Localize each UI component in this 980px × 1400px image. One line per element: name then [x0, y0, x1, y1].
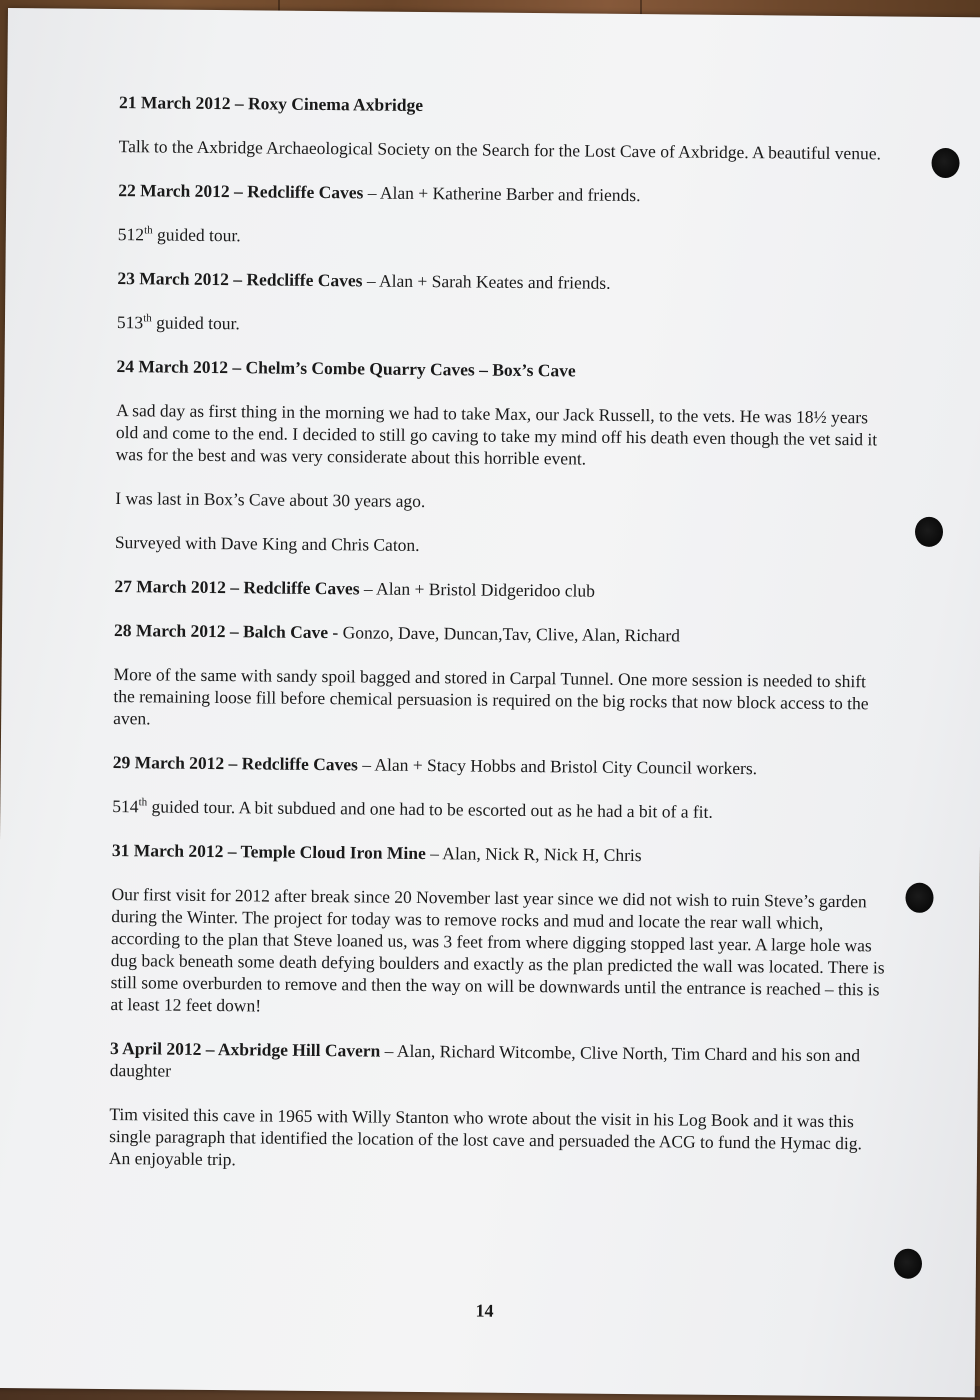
entry-heading [119, 91, 894, 120]
tour-text: guided tour. [151, 312, 240, 334]
people-dash: – [425, 843, 443, 864]
entry-date: 22 March 2012 [118, 180, 230, 202]
heading-dash: – [228, 269, 247, 290]
document-page [0, 8, 980, 1397]
entry-place: Temple Cloud Iron Mine [240, 841, 426, 864]
entry-heading [113, 751, 888, 780]
entry-heading [114, 619, 889, 648]
people-dash: – [363, 182, 381, 203]
entry-paragraph: Tim visited this cave in 1965 with Willy Stanton who wrote about the visit in his Log Book and it was this single paragraph that identified the location of the lost cave and persuaded the ACG to fund the Hymac dig. An enjoyable trip. [108, 1104, 863, 1170]
entry-paragraph: Our first visit for 2012 after break since 20 November last year since we did not wish to ruin Steve’s garden during the Winter. The project for today was to remove rocks and mud and locate the rear wall which, according to the plan that Steve loaned us, was 3 feet from where digging stopped last year. A large hole was dug back beneath some death defying boulders and exactly as the plan predicted the wall was located. There is still some overburden to remove and then the way on will be downwards until the entrance is reached – this is at least 12 feet down! [110, 884, 885, 1016]
entry-people: Alan + Katherine Barber and friends. [379, 182, 641, 206]
entry-people: Alan + Sarah Keates and friends. [378, 270, 611, 293]
heading-dash: – [224, 753, 242, 774]
log-entries [109, 91, 895, 1198]
people-dash: – [362, 270, 380, 291]
entry-date: 29 March 2012 [112, 752, 225, 774]
entry-place: Redcliffe Caves [243, 577, 360, 599]
people-dash: – [359, 578, 377, 599]
heading-dash: – [229, 181, 248, 202]
entry-place: Balch Cave - [242, 621, 339, 643]
entry-heading [112, 839, 887, 868]
entry-people: Alan, Nick R, Nick H, Chris [442, 843, 642, 866]
heading-dash: – [230, 93, 249, 114]
entry-paragraph: Surveyed with Dave King and Chris Caton. [114, 532, 420, 555]
tour-line [118, 223, 893, 252]
entry-heading [116, 355, 891, 384]
entry-heading [110, 1037, 885, 1088]
entry-date: 24 March 2012 [116, 356, 229, 378]
entry-place: Redcliffe Caves [246, 269, 363, 291]
entry-date: 23 March 2012 [117, 268, 229, 290]
tour-line [117, 311, 892, 340]
tour-ordinal: th [138, 796, 148, 809]
entry-place: Redcliffe Caves [247, 181, 364, 203]
entry-date: 27 March 2012 [114, 576, 227, 598]
entry-place: Roxy Cinema Axbridge [247, 93, 424, 115]
entry-date: 21 March 2012 [119, 92, 231, 114]
people-dash: – [380, 1040, 397, 1061]
entry-heading [117, 267, 892, 296]
tour-number: 513 [116, 312, 144, 333]
tour-text: guided tour. [152, 224, 241, 246]
heading-dash: – [201, 1038, 219, 1060]
tour-number: 512 [117, 224, 145, 245]
entry-date: 3 April 2012 [109, 1038, 202, 1059]
entry-paragraph: More of the same with sandy spoil bagged and stored in Carpal Tunnel. One more session is needed to shift the remaining loose fill before chemical persuasion is required on the big rocks that now block access to the aven. [113, 664, 869, 729]
tour-ordinal: th [144, 224, 153, 237]
tour-text: guided tour. A bit subdued and one had to be escorted out as he had a bit of a fit. [147, 796, 713, 822]
heading-dash: – [225, 577, 244, 598]
entry-heading [118, 179, 893, 208]
heading-dash: – [225, 621, 244, 642]
heading-dash: – [227, 357, 246, 378]
entry-people: Gonzo, Dave, Duncan,Tav, Clive, Alan, Richard [342, 622, 681, 646]
entry-heading [114, 575, 889, 604]
entry-paragraph: Talk to the Axbridge Archaeological Society on the Search for the Lost Cave of Axbridge. A beautiful venue. [118, 136, 881, 164]
entry-place: Axbridge Hill Cavern [217, 1039, 381, 1061]
punch-hole [905, 883, 933, 913]
punch-hole [915, 517, 943, 547]
page-number: 14 [475, 1300, 494, 1321]
entry-people: Alan + Bristol Didgeridoo club [376, 578, 596, 601]
punch-hole [931, 148, 959, 178]
entry-people: Alan + Stacy Hobbs and Bristol City Council workers. [374, 754, 758, 779]
entry-paragraph: A sad day as first thing in the morning we had to take Max, our Jack Russell, to the vets. He was 18½ years old and come to the end. I decided to still go caving to take my mind off his death even though the vet said it was for the best and was very considerate about this horrible event. [115, 400, 878, 469]
tour-number: 514 [112, 796, 139, 817]
entry-date: 28 March 2012 [113, 620, 226, 642]
entry-paragraph: I was last in Box’s Cave about 30 years ago. [115, 488, 426, 512]
heading-dash: – [223, 841, 241, 862]
entry-people: Alan, Richard Witcombe, Clive North, Tim Chard and his son and daughter [109, 1040, 861, 1081]
people-dash: – [357, 754, 375, 775]
tour-ordinal: th [143, 312, 152, 325]
tour-line [112, 795, 887, 824]
punch-hole [894, 1249, 922, 1279]
entry-place: Redcliffe Caves [241, 753, 358, 775]
entry-date: 31 March 2012 [111, 840, 224, 862]
entry-place: Chelm’s Combe Quarry Caves – Box’s Cave [245, 357, 576, 381]
